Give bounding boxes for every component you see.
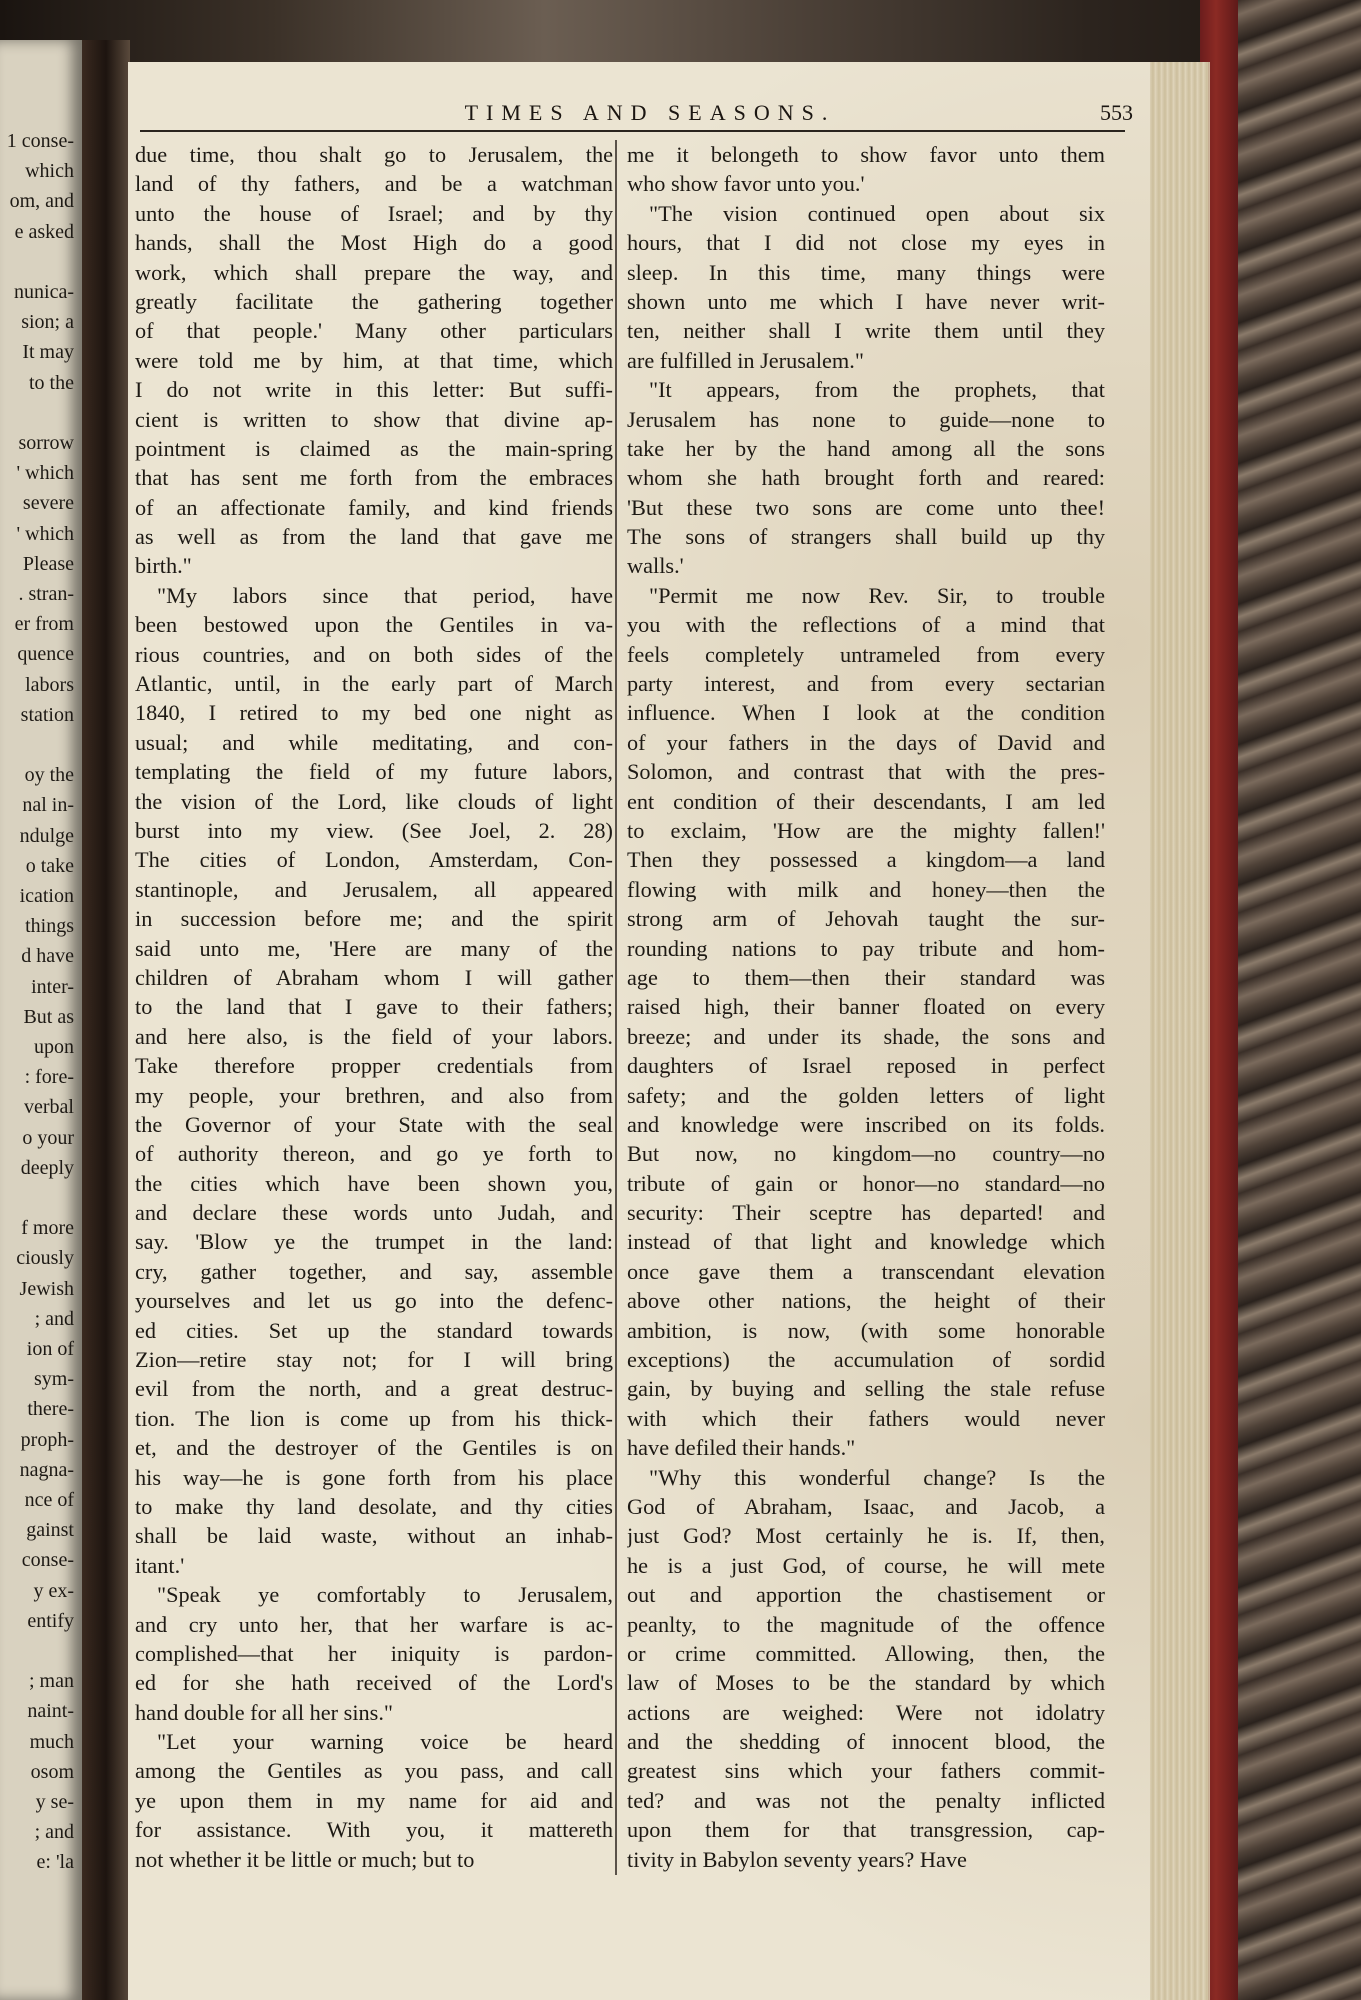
text-line: 'But these two sons are come unto thee! [627, 494, 1105, 520]
text-line: cient is written to show that divine ap- [135, 406, 613, 432]
paragraph [135, 1727, 613, 1874]
facing-page-text-fragment: severe [22, 492, 74, 515]
text-line: age to them—then their standard was [627, 964, 1105, 990]
text-line: ent condition of their descendants, I am led [627, 788, 1105, 814]
text-line: hand double for all her sins." [135, 1699, 394, 1725]
facing-page-text-fragment: to the [29, 371, 74, 394]
text-line: "My labors since that period, have [157, 582, 613, 608]
text-line: walls.' [627, 553, 684, 579]
text-line: shall be laid waste, without an inhab- [135, 1523, 613, 1549]
text-line: to exclaim, 'How are the mighty fallen!' [627, 817, 1105, 843]
text-line: tion. The lion is come up from his thick- [135, 1405, 613, 1431]
text-line: the Governor of your State with the seal [135, 1111, 613, 1137]
book-binding-top [0, 0, 1361, 70]
text-line: ten, neither shall I write them until they [627, 318, 1105, 344]
text-line: among the Gentiles as you pass, and call [135, 1758, 613, 1784]
text-line: rious countries, and on both sides of the [135, 641, 613, 667]
text-line: evil from the north, and a great destruc- [135, 1376, 613, 1402]
text-line: have defiled their hands." [627, 1435, 856, 1461]
text-line: to the land that I gave to their fathers; [135, 994, 613, 1020]
facing-page-text-fragment: er from [14, 613, 74, 636]
text-line: shown unto me which I have never writ- [627, 288, 1105, 314]
facing-page-text-fragment: naint- [27, 1700, 74, 1723]
text-line: say. 'Blow ye the trumpet in the land: [135, 1229, 613, 1255]
header-rule [140, 130, 1125, 132]
text-line: "It appears, from the prophets, that [649, 377, 1105, 403]
text-line: ted? and was not the penalty inflicted [627, 1787, 1105, 1813]
text-line: safety; and the golden letters of light [627, 1082, 1105, 1108]
text-line: are fulfilled in Jerusalem." [627, 347, 864, 373]
text-line: Atlantic, until, in the early part of March [135, 671, 613, 697]
facing-page-text-fragment: nunica- [14, 281, 74, 303]
facing-page-text-fragment: 1 conse- [6, 130, 74, 152]
facing-page-text-fragment: station [20, 703, 74, 726]
facing-page-text-fragment: oy the [24, 764, 74, 787]
text-line: whom she hath brought forth and reared: [627, 465, 1105, 491]
facing-page-text-fragment: inter- [31, 975, 74, 998]
facing-page-text-fragment: which [25, 160, 74, 183]
text-line: party interest, and from every sectarian [627, 671, 1105, 697]
text-line: et, and the destroyer of the Gentiles is on [135, 1435, 613, 1461]
facing-page-text-fragment: y se- [35, 1791, 74, 1813]
facing-page-text-fragment: nal in- [22, 794, 74, 817]
paragraph [135, 1580, 613, 1727]
facing-page-text-fragment: nce of [24, 1489, 74, 1511]
facing-page-text-fragment: quence [17, 643, 74, 666]
text-line: were told me by him, at that time, which [135, 347, 613, 373]
text-line: influence. When I look at the condition [627, 700, 1105, 726]
text-line: 1840, I retired to my bed one night as [135, 700, 613, 726]
text-line: usual; and while meditating, and con- [135, 729, 613, 755]
facing-page-text-fragment: y ex- [33, 1579, 74, 1602]
text-line: me it belongeth to show favor unto them [627, 142, 1105, 167]
facing-page-text-fragment: om, and [9, 190, 74, 213]
facing-page-text-fragment: ' which [16, 522, 74, 545]
text-line: the vision of the Lord, like clouds of light [135, 788, 613, 814]
text-line: in succession before me; and the spirit [135, 906, 613, 932]
facing-page-text-fragment: ; and [34, 1307, 74, 1330]
text-line: for assistance. With you, it mattereth [135, 1817, 613, 1843]
facing-page-text-fragment: ' which [16, 462, 74, 485]
text-line: birth." [135, 553, 192, 579]
text-line: The cities of London, Amsterdam, Con- [135, 847, 613, 873]
text-line: rounding nations to pay tribute and hom- [627, 935, 1105, 961]
marbled-cover [1238, 0, 1361, 2000]
text-line: Solomon, and contrast that with the pres- [627, 759, 1105, 785]
running-head-title: TIMES AND SEASONS. [464, 100, 836, 125]
text-line: upon them for that transgression, cap- [627, 1817, 1105, 1843]
text-line: But now, no kingdom—no country—no [627, 1141, 1105, 1167]
text-line: daughters of Israel reposed in perfect [627, 1053, 1105, 1079]
text-line: law of Moses to be the standard by which [627, 1670, 1105, 1696]
facing-page-text-fragment: nagna- [19, 1458, 74, 1481]
text-line: itant.' [135, 1552, 185, 1578]
text-line: "The vision continued open about six [649, 200, 1105, 226]
text-line: with which their fathers would never [627, 1405, 1105, 1431]
paragraph [627, 1463, 1105, 1874]
text-line: breeze; and under its shade, the sons and [627, 1023, 1105, 1049]
text-line: of that people.' Many other particulars [135, 318, 613, 344]
text-line: the cities which have been shown you, [135, 1170, 613, 1196]
text-line: feels completely untrameled from every [627, 641, 1105, 667]
facing-page-text-fragment: verbal [24, 1096, 74, 1119]
column-divider [615, 140, 617, 1875]
page-number: 553 [1100, 100, 1133, 125]
facing-page-text-fragment: labors [25, 673, 74, 696]
facing-page-text-fragment: much [29, 1730, 74, 1753]
facing-page-text-fragment: sorrow [18, 432, 74, 454]
text-line: of authority thereon, and go ye forth to [135, 1141, 613, 1167]
text-line: children of Abraham whom I will gather [135, 964, 613, 990]
text-line: and here also, is the field of your labors. [135, 1023, 613, 1049]
left-column [135, 140, 613, 1874]
text-line: security: Their sceptre has departed! and [627, 1200, 1105, 1226]
text-line: Take therefore propper credentials from [135, 1053, 613, 1079]
facing-page-text-fragment: there- [27, 1398, 74, 1421]
paragraph [627, 581, 1105, 1463]
facing-page-text-fragment: upon [34, 1036, 74, 1058]
text-line: actions are weighed: Were not idolatry [627, 1699, 1105, 1725]
facing-page-text-fragment: : fore- [24, 1066, 74, 1089]
text-line: templating the field of my future labors, [135, 759, 613, 785]
facing-page-text-fragment: osom [30, 1760, 74, 1783]
text-line: due time, thou shalt go to Jerusalem, the [135, 142, 613, 167]
facing-page-text-fragment: ; and [34, 1821, 74, 1844]
facing-page-text-fragment: entify [27, 1609, 74, 1632]
text-line: ed for she hath received of the Lord's [135, 1670, 613, 1696]
facing-page-text-fragment: sion; a [21, 311, 74, 334]
text-line: unto the house of Israel; and by thy [135, 200, 613, 226]
facing-page-text-fragment: ciously [16, 1247, 74, 1270]
facing-page-text-fragment: e asked [14, 220, 74, 243]
facing-page-text-fragment: . stran- [18, 583, 74, 605]
text-line: flowing with milk and honey—then the [627, 876, 1105, 902]
facing-page-text-fragment: ; man [29, 1670, 74, 1693]
facing-page-text-fragment: conse- [21, 1549, 74, 1572]
facing-page-text-fragment: gainst [26, 1519, 74, 1542]
text-line: peanlty, to the magnitude of the offence [627, 1611, 1105, 1637]
paragraph [627, 375, 1105, 581]
text-line: strong arm of Jehovah taught the sur- [627, 906, 1105, 932]
text-line: "Speak ye comfortably to Jerusalem, [157, 1582, 613, 1608]
text-line: take her by the hand among all the sons [627, 435, 1105, 461]
facing-page-text-fragment: proph- [20, 1428, 74, 1451]
right-column [627, 140, 1105, 1874]
facing-page-text-fragment: d have [21, 945, 74, 968]
text-line: pointment is claimed as the main-spring [135, 435, 613, 461]
text-line: Jerusalem has none to guide—none to [627, 406, 1105, 432]
paragraph [627, 140, 1105, 199]
facing-page-text-fragment: things [25, 915, 74, 938]
text-line: tivity in Babylon seventy years? Have [627, 1846, 967, 1872]
facing-page-text-fragment: o take [25, 854, 74, 877]
facing-page-text-fragment: e: 'la [36, 1851, 74, 1874]
text-line: gain, by buying and selling the stale refuse [627, 1376, 1105, 1402]
text-line: said unto me, 'Here are many of the [135, 935, 613, 961]
facing-page-text-fragment: Please [22, 552, 74, 575]
text-line: greatly facilitate the gathering together [135, 288, 613, 314]
facing-page-text-fragment: ndulge [19, 824, 74, 847]
text-line: and knowledge were inscribed on its folds. [627, 1111, 1105, 1137]
facing-page-text-fragment: o your [22, 1126, 74, 1149]
text-line: burst into my view. (See Joel, 2. 28) [135, 817, 613, 843]
text-line: ed cities. Set up the standard towards [135, 1317, 613, 1343]
text-line: yourselves and let us go into the defenc- [135, 1288, 613, 1314]
page-edges [1150, 62, 1210, 2000]
facing-page-text-fragment: f more [21, 1217, 74, 1240]
text-line: The sons of strangers shall build up thy [627, 524, 1105, 550]
text-line: I do not write in this letter: But suffi- [135, 377, 613, 403]
text-line: Then they possessed a kingdom—a land [627, 847, 1105, 873]
text-line: hours, that I did not close my eyes in [627, 230, 1105, 256]
facing-page-text-fragment: ication [19, 885, 74, 907]
text-line: hands, shall the Most High do a good [135, 230, 613, 256]
facing-page-text-fragment: ion of [26, 1338, 74, 1360]
text-line: and declare these words unto Judah, and [135, 1200, 613, 1226]
text-line: ye upon them in my name for aid and [135, 1787, 613, 1813]
text-line: exceptions) the accumulation of sordid [627, 1347, 1105, 1373]
text-line: greatest sins which your fathers commit- [627, 1758, 1105, 1784]
text-line: stantinople, and Jerusalem, all appeared [135, 876, 613, 902]
text-line: Zion—retire stay not; for I will bring [135, 1347, 613, 1373]
text-line: ambition, is now, (with some honorable [627, 1317, 1105, 1343]
text-line: "Permit me now Rev. Sir, to trouble [649, 582, 1105, 608]
text-line: his way—he is gone forth from his place [135, 1464, 613, 1490]
text-line: just God? Most certainly he is. If, then, [627, 1523, 1105, 1549]
text-line: tribute of gain or honor—no standard—no [627, 1170, 1105, 1196]
facing-page-text-fragment: sym- [34, 1368, 74, 1391]
facing-page-text-fragment: Jewish [19, 1277, 74, 1300]
text-line: not whether it be little or much; but to [135, 1846, 475, 1872]
text-line: he is a just God, of course, he will mete [627, 1552, 1105, 1578]
facing-page-text-fragment: It may [22, 341, 74, 364]
paragraph [135, 140, 613, 581]
text-line: "Why this wonderful change? Is the [649, 1464, 1105, 1490]
facing-page-text-fragment: But as [23, 1005, 74, 1028]
text-line: and cry unto her, that her warfare is ac- [135, 1611, 613, 1637]
book-gutter [82, 40, 130, 2000]
facing-page-text-fragment: deeply [20, 1156, 74, 1179]
text-line: that has sent me forth from the embraces [135, 465, 613, 491]
text-line: my people, your brethren, and also from [135, 1082, 613, 1108]
text-line: above other nations, the height of their [627, 1288, 1105, 1314]
text-line: raised high, their banner floated on every [627, 994, 1105, 1020]
paragraph [135, 581, 613, 1580]
text-line: land of thy fathers, and be a watchman [135, 171, 613, 197]
text-line: work, which shall prepare the way, and [135, 259, 613, 285]
facing-page-fragment [0, 40, 82, 2000]
text-line: sleep. In this time, many things were [627, 259, 1105, 285]
text-line: you with the reflections of a mind that [627, 612, 1105, 638]
text-line: who show favor unto you.' [627, 171, 865, 197]
text-line: of an affectionate family, and kind friends [135, 494, 613, 520]
text-line: cry, gather together, and say, assemble [135, 1258, 613, 1284]
text-line: complished—that her iniquity is pardon- [135, 1640, 613, 1666]
text-line: been bestowed upon the Gentiles in va- [135, 612, 613, 638]
text-line: of your fathers in the days of David and [627, 729, 1105, 755]
text-line: once gave them a transcendant elevation [627, 1258, 1105, 1284]
paragraph [627, 199, 1105, 375]
text-line: to make thy land desolate, and thy cities [135, 1493, 613, 1519]
text-line: "Let your warning voice be heard [157, 1729, 613, 1755]
running-head [175, 100, 1133, 130]
text-line: or crime committed. Allowing, then, the [627, 1640, 1105, 1666]
text-line: and the shedding of innocent blood, the [627, 1729, 1105, 1755]
text-line: out and apportion the chastisement or [627, 1582, 1105, 1608]
text-line: as well as from the land that gave me [135, 524, 613, 550]
text-line: God of Abraham, Isaac, and Jacob, a [627, 1493, 1105, 1519]
text-line: instead of that light and knowledge which [627, 1229, 1105, 1255]
